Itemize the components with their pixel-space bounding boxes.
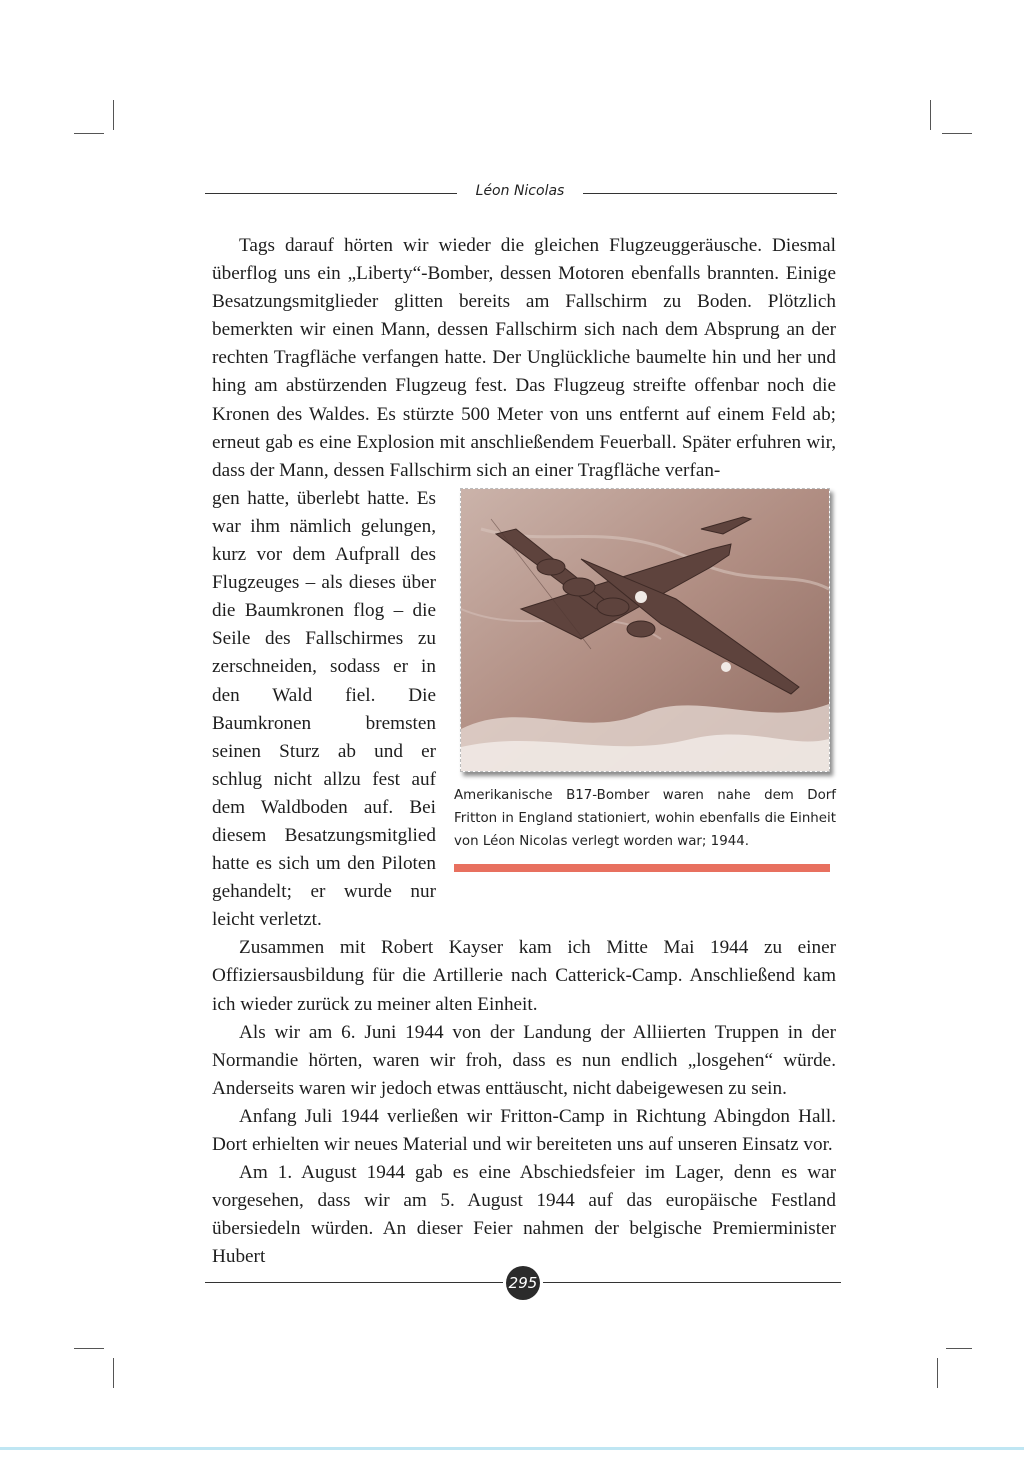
caption-accent-bar	[454, 864, 830, 872]
running-header	[205, 180, 837, 208]
paragraph-1-continued: gen hatte, überlebt hatte. Es war ihm nämlich gelungen, kurz vor dem Aufprall des Flugzeuges – als dieses über die Baumkronen flog – die Seile des Fallschirmes zu zerschneiden, sodass er in den Wald fiel. Die Baumkronen bremsten seinen Sturz ab und er schlug nicht allzu fest auf dem Waldboden auf. Bei diesem Besatzungsmitglied hatte es sich um den Piloten gehandelt; er wurde nur leicht verletzt.	[212, 487, 436, 931]
crop-mark	[74, 133, 104, 134]
header-rule-right	[583, 193, 837, 194]
paragraph-2: Zusammen mit Robert Kayser kam ich Mitte Mai 1944 zu einer Offiziersausbildung für die Artillerie nach Catterick-Camp. Anschließend kam ich wieder zurück zu meiner alten Einheit.	[212, 937, 836, 1015]
page-number: 295	[506, 1266, 540, 1300]
paragraph-5: Am 1. August 1944 gab es eine Abschiedsfeier im Lager, denn es war vorgesehen, dass wir am 5. August 1944 auf das europäische Festland übersiedeln würden. An dieser Feier nahmen der belgische Premierminister Hubert	[212, 1162, 836, 1268]
b17-bomber-image	[461, 489, 829, 771]
crop-mark	[942, 133, 972, 134]
crop-mark	[113, 100, 114, 130]
paragraph-3: Als wir am 6. Juni 1944 von der Landung der Alliierten Truppen in der Normandie hörten, waren wir froh, dass es nun endlich „losgehen“ würde. Anderseits waren wir jedoch etwas enttäuscht, nicht dabeigewesen zu sein.	[212, 1021, 836, 1099]
header-title: Léon Nicolas	[475, 183, 565, 199]
paragraph-4: Anfang Juli 1944 verließen wir Fritton-Camp in Richtung Abingdon Hall. Dort erhielten wir neues Material und wir bereiteten uns auf unseren Einsatz vor.	[212, 1105, 836, 1155]
crop-mark	[937, 1358, 938, 1388]
bottom-edge-line	[0, 1447, 1024, 1450]
figure	[454, 488, 836, 880]
crop-mark	[930, 100, 931, 130]
crop-mark	[74, 1348, 104, 1349]
body-text	[212, 232, 836, 1271]
paragraph-1: Tags darauf hörten wir wieder die gleichen Flugzeuggeräusche. Diesmal überflog uns ein „Liberty“-Bomber, dessen Motoren ebenfalls brannten. Einige Besatzungsmitglieder glitten bereits am Fallschirm zu Boden. Plötzlich bemerkten wir einen Mann, dessen Fallschirm sich nach dem Absprung an der rechten Tragfläche verfangen hatte. Der Unglückliche baumelte hin und her und hing am abstürzenden Flugzeug fest. Das Flugzeug streifte offenbar noch die Kronen des Waldes. Es stürzte 500 Meter von uns entfernt auf einem Feld ab; erneut gab es eine Explosion mit anschließendem Feuerball. Später erfuhren wir, dass der Mann, dessen Fallschirm sich an einer Tragfläche verfan-	[212, 235, 836, 481]
figure-caption: Amerikanische B17-Bomber waren nahe dem Dorf Fritton in England stationiert, wohin ebenfalls die Einheit von Léon Nicolas verlegt worden war; 1944.	[454, 787, 836, 849]
crop-mark	[113, 1358, 114, 1388]
footer-rule-left	[205, 1282, 503, 1283]
header-rule-left	[205, 193, 457, 194]
page-footer	[205, 1266, 841, 1300]
footer-rule-right	[543, 1282, 841, 1283]
crop-mark	[946, 1348, 972, 1349]
b17-bomber-photo	[460, 488, 830, 772]
